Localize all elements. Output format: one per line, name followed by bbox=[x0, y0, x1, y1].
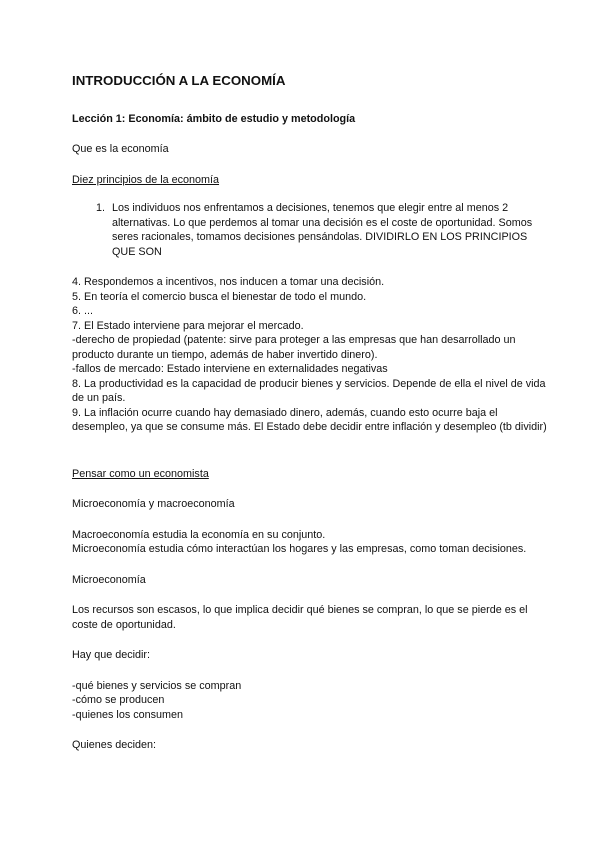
decide-heading: Hay que decidir: bbox=[72, 649, 151, 661]
section-heading-principles: Diez principios de la economía bbox=[72, 173, 220, 186]
principle-9: 9. La inflación ocurre cuando hay demasiado dinero, además, cuando esto ocurre baja el desempleo, ya que se consume más. El Estado debe decidir entre inflación y desempleo (tb dividir) bbox=[72, 406, 547, 433]
principle-4: 4. Respondemos a incentivos, nos inducen a tomar una decisión. bbox=[72, 276, 385, 288]
principles-list bbox=[72, 201, 548, 259]
decision-item: -qué bienes y servicios se compran bbox=[72, 679, 242, 692]
principle-7-property: -derecho de propiedad (patente: sirve para proteger a las empresas que han desarrollado un producto durante un tiempo, además de haber invertido dinero). bbox=[72, 334, 516, 361]
principle-7-market-failures: -fallos de mercado: Estado interviene en externalidades negativas bbox=[72, 363, 388, 375]
decision-item: -cómo se producen bbox=[72, 694, 165, 706]
section-heading-economist: Pensar como un economista bbox=[72, 467, 209, 480]
principle-7: 7. El Estado interviene para mejorar el mercado. bbox=[72, 319, 304, 332]
resources-paragraph: Los recursos son escasos, lo que implica decidir qué bienes se compran, lo que se pierde es el coste de oportunidad. bbox=[72, 604, 528, 631]
macro-definition: Macroeconomía estudia la economía en su conjunto. bbox=[72, 528, 326, 541]
principle-5: 5. En teoría el comercio busca el bienestar de todo el mundo. bbox=[72, 290, 367, 303]
principles-paragraphs bbox=[72, 275, 548, 435]
definitions-block bbox=[72, 528, 548, 557]
who-decides-heading: Quienes deciden: bbox=[72, 739, 157, 751]
micro-macro-heading: Microeconomía y macroeconomía bbox=[72, 498, 235, 510]
decision-item: -quienes los consumen bbox=[72, 708, 184, 721]
decisions-list bbox=[72, 679, 548, 723]
list-item: 1. Los individuos nos enfrentamos a decisiones, tenemos que elegir entre al menos 2 alternativas. Lo que perdemos al tomar una decisión es el coste de oportunidad. Somos seres racionales, tomamos decisiones pensándolas. DIVIDIRLO EN LOS PRINCIPIOS QUE SON bbox=[108, 201, 548, 259]
document-title: INTRODUCCIÓN A LA ECONOMÍA bbox=[72, 73, 286, 88]
micro-definition: Microeconomía estudia cómo interactúan los hogares y las empresas, como toman decisiones. bbox=[72, 543, 527, 555]
principle-6: 6. ... bbox=[72, 305, 94, 317]
question-heading: Que es la economía bbox=[72, 143, 169, 155]
principle-8: 8. La productividad es la capacidad de producir bienes y servicios. Depende de ella el nivel de vida de un país. bbox=[72, 377, 546, 404]
micro-heading: Microeconomía bbox=[72, 573, 146, 586]
lesson-heading: Lección 1: Economía: ámbito de estudio y metodología bbox=[72, 113, 356, 125]
